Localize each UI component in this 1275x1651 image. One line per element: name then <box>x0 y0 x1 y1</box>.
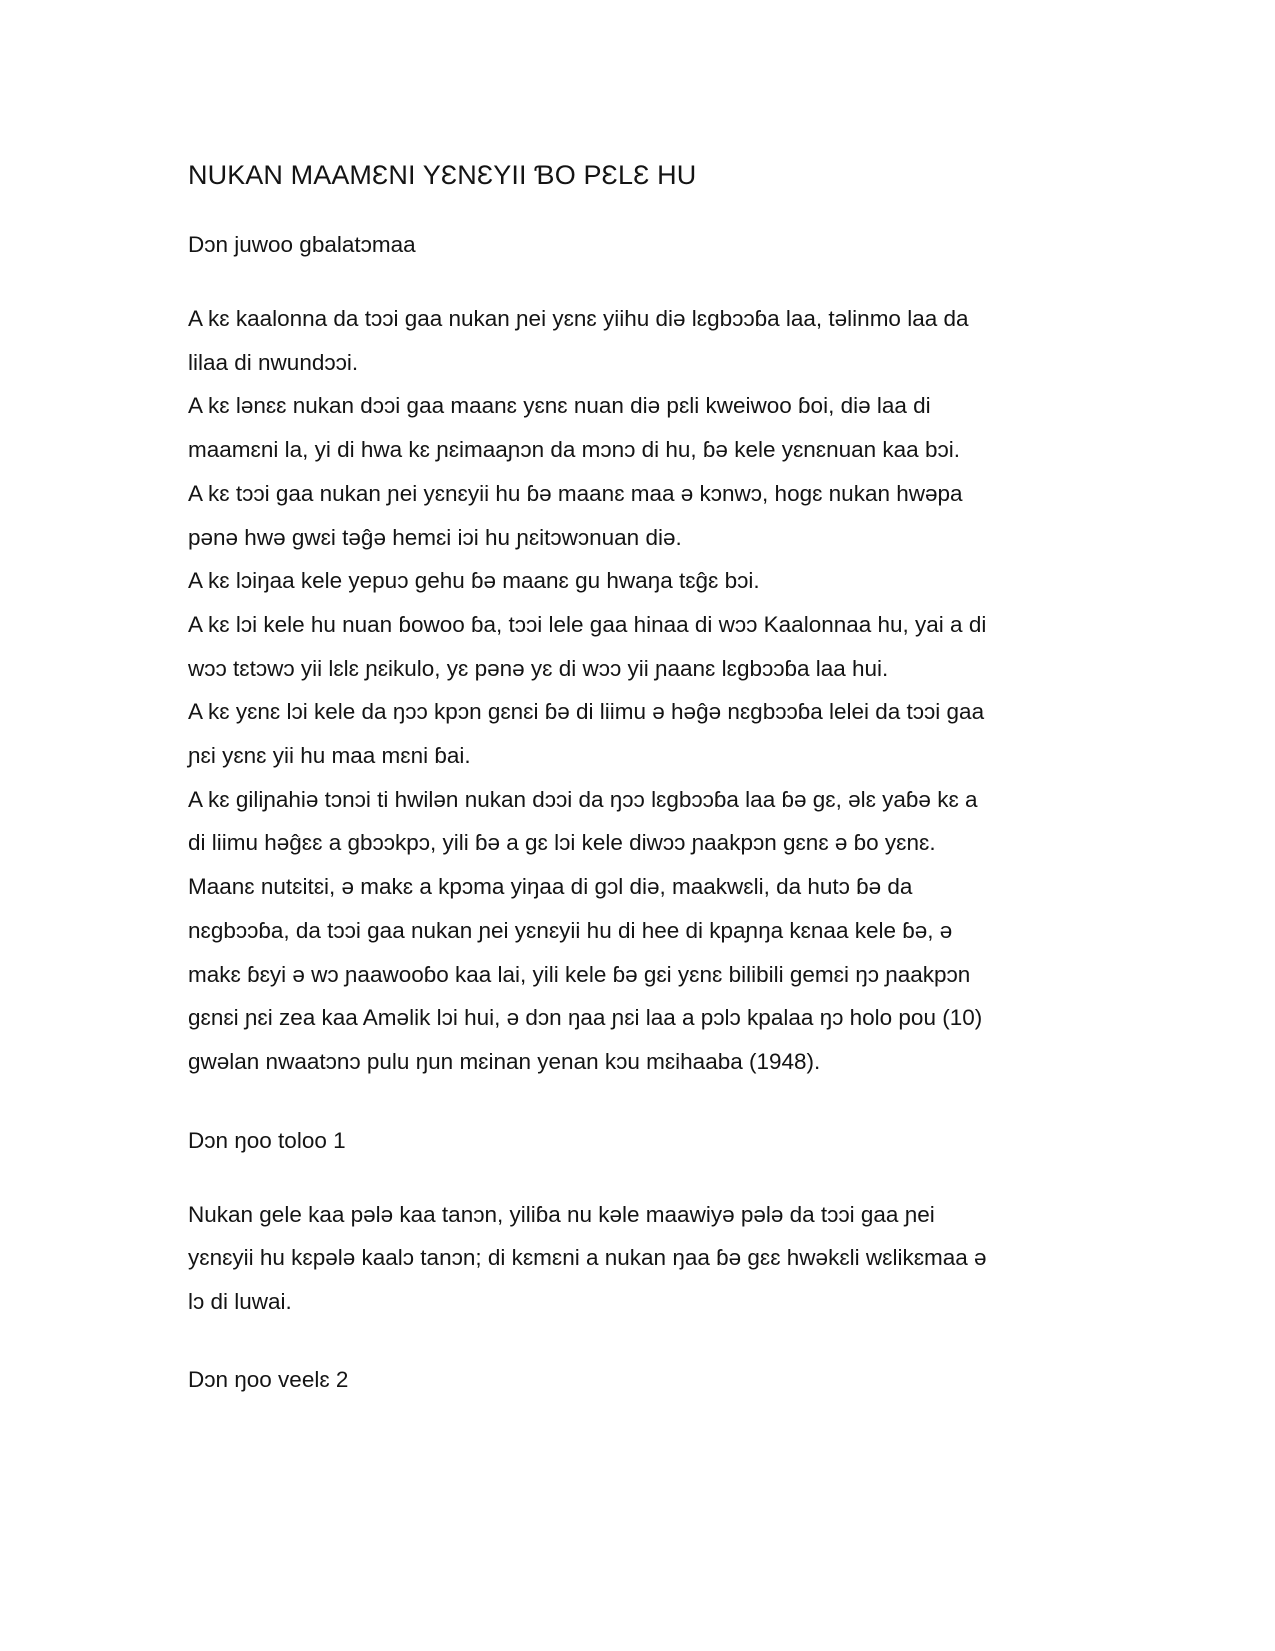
article-1-text <box>188 1193 1088 1324</box>
text-line: A kɛ yɛnɛ lɔi kele da ŋɔɔ kpɔn gɛnɛi ɓə di liimu ə həĝə nɛgbɔɔɓa lelei da tɔɔi gaa <box>188 699 985 725</box>
text-line: gɛnɛi ɲɛi zea kaa Aməlik lɔi hui, ə dɔn ŋaa ɲɛi laa a pɔlɔ kpalaa ŋɔ holo pou (10) <box>188 1005 983 1031</box>
text-line: A kɛ giliɲahiə tɔnɔi ti hwilən nukan dɔɔi da ŋɔɔ lɛgbɔɔɓa laa ɓə gɛ, əlɛ yaɓə kɛ a <box>188 786 978 812</box>
text-line: maamɛni la, yi di hwa kɛ ɲɛimaaɲɔn da mɔnɔ di hu, ɓə kele yɛnɛnuan kaa bɔi. <box>188 437 960 463</box>
text-line: lilaa di nwundɔɔi. <box>188 349 359 375</box>
preamble-heading: Dɔn juwoo gbalatɔmaa <box>188 232 416 257</box>
text-line: A kɛ kaalonna da tɔɔi gaa nukan ɲei yɛnɛ yiihu diə lɛgbɔɔɓa laa, təlinmo laa da <box>188 306 969 331</box>
text-line: ɲɛi yɛnɛ yii hu maa mɛni ɓai. <box>188 743 471 769</box>
text-line: wɔɔ tɛtɔwɔ yii lɛlɛ ɲɛikulo, yɛ pənə yɛ di wɔɔ yii ɲaanɛ lɛgbɔɔɓa laa hui. <box>188 655 889 681</box>
text-line: A kɛ lənɛɛ nukan dɔɔi gaa maanɛ yɛnɛ nuan diə pɛli kweiwoo ɓoi, diə laa di <box>188 393 931 419</box>
text-line: A kɛ lɔi kele hu nuan ɓowoo ɓa, tɔɔi lele gaa hinaa di wɔɔ Kaalonnaa hu, yai a di <box>188 611 987 637</box>
document-page <box>188 155 1088 1397</box>
text-line: Nukan gele kaa pələ kaa tanɔn, yiliɓa nu kəle maawiyə pələ da tɔɔi gaa ɲei <box>188 1201 935 1227</box>
article-1-heading: Dɔn ŋoo toloo 1 <box>188 1127 346 1153</box>
text-line: nɛgbɔɔɓa, da tɔɔi gaa nukan ɲei yɛnɛyii hu di hee di kpaɲŋa kɛnaa kele ɓə, ə <box>188 917 953 943</box>
document-title: NUKAN MAAMƐNI YƐNƐYII ƁO PƐLƐ HU <box>188 160 697 190</box>
preamble-text <box>188 297 1088 1084</box>
text-line: gwəlan nwaatɔnɔ pulu ŋun mɛinan yenan kɔu mɛihaaba (1948). <box>188 1048 821 1074</box>
text-line: di liimu həĝɛɛ a gbɔɔkpɔ, yili ɓə a gɛ lɔi kele diwɔɔ ɲaakpɔn gɛnɛ ə ɓo yɛnɛ. <box>188 830 936 856</box>
text-line: pənə hwə gwɛi təĝə hemɛi iɔi hu ɲɛitɔwɔnuan diə. <box>188 524 682 550</box>
text-line: A kɛ tɔɔi gaa nukan ɲei yɛnɛyii hu ɓə maanɛ maa ə kɔnwɔ, hogɛ nukan hwəpa <box>188 480 963 506</box>
text-line: makɛ ɓɛyi ə wɔ ɲaawooɓo kaa lai, yili kele ɓə gɛi yɛnɛ bilibili gemɛi ŋɔ ɲaakpɔn <box>188 961 971 987</box>
text-line: Maanɛ nutɛitɛi, ə makɛ a kpɔma yiŋaa di gɔl diə, maakwɛli, da hutɔ ɓə da <box>188 874 913 900</box>
text-line: yɛnɛyii hu kɛpələ kaalɔ tanɔn; di kɛmɛni a nukan ŋaa ɓə gɛɛ hwəkɛli wɛlikɛmaa ə <box>188 1245 987 1271</box>
text-line: lɔ di luwai. <box>188 1289 292 1315</box>
text-line: A kɛ lɔiŋaa kele yepuɔ gehu ɓə maanɛ gu hwaŋa tɛĝɛ bɔi. <box>188 568 760 594</box>
article-2-heading: Dɔn ŋoo veelɛ 2 <box>188 1366 349 1392</box>
